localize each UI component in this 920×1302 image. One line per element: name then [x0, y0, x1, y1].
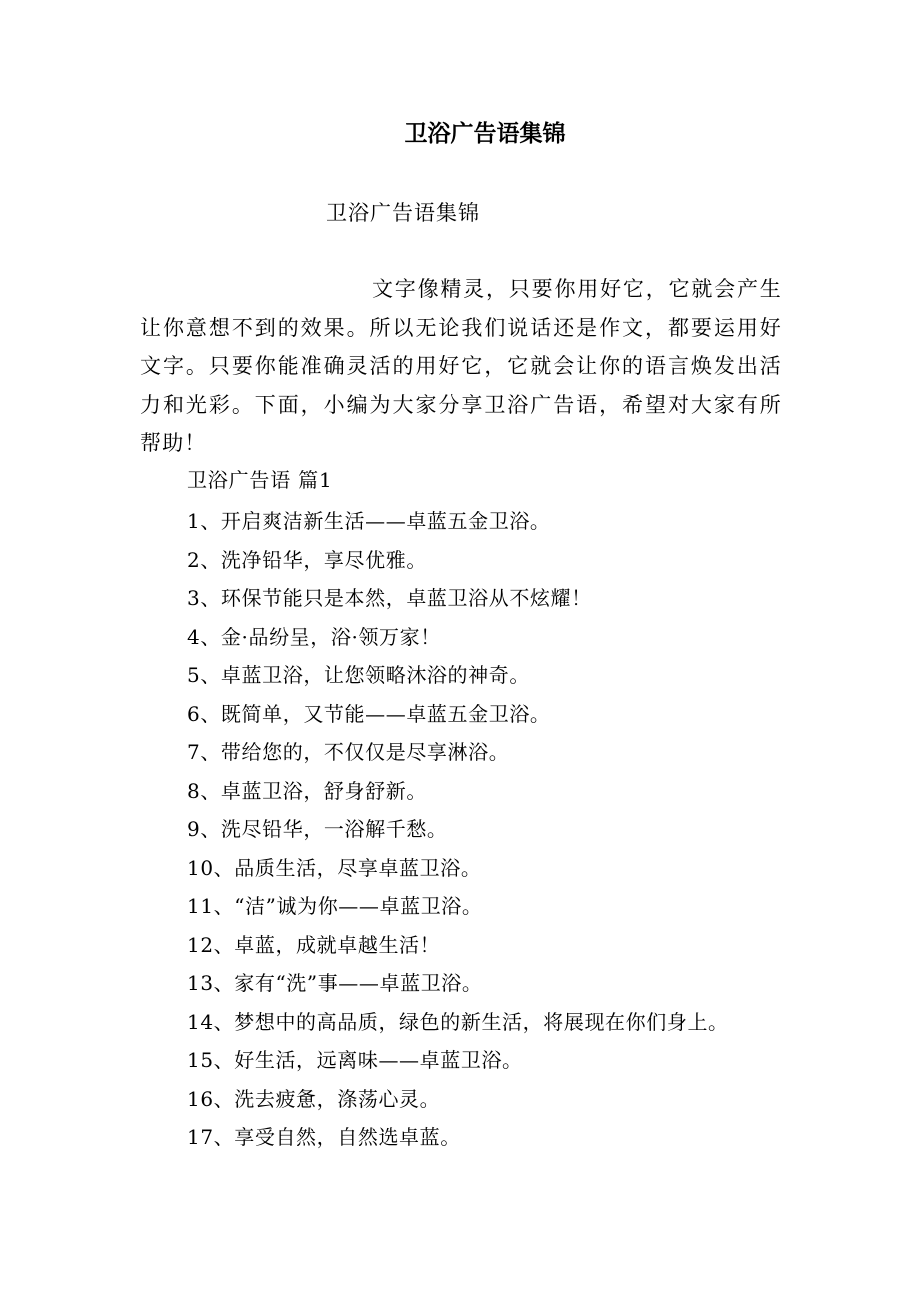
slogan-item: 1、开启爽洁新生活——卓蓝五金卫浴。 [187, 509, 551, 533]
slogan-item: 15、好生活，远离味——卓蓝卫浴。 [187, 1048, 523, 1072]
slogan-item: 3、环保节能只是本然，卓蓝卫浴从不炫耀！ [187, 586, 592, 610]
slogan-list [187, 502, 827, 1157]
slogan-item: 14、梦想中的高品质，绿色的新生活，将展现在你们身上。 [187, 1009, 729, 1034]
slogan-item: 10、品质生活，尽享卓蓝卫浴。 [187, 855, 482, 880]
document-subtitle: 卫浴广告语集锦 [326, 201, 480, 225]
slogan-item: 17、享受自然，自然选卓蓝。 [187, 1125, 461, 1149]
slogan-item: 5、卓蓝卫浴，让您领略沐浴的神奇。 [187, 663, 530, 687]
slogan-item: 9、洗尽铅华，一浴解千愁。 [187, 817, 448, 841]
slogan-item: 13、家有“洗”事——卓蓝卫浴。 [187, 971, 483, 995]
slogan-item: 7、带给您的，不仅仅是尽享淋浴。 [187, 740, 510, 764]
section-heading: 卫浴广告语 篇1 [187, 468, 333, 492]
slogan-item: 8、卓蓝卫浴，舒身舒新。 [187, 778, 427, 803]
document-title: 卫浴广告语集锦 [404, 121, 566, 147]
slogan-item: 6、既简单，又节能——卓蓝五金卫浴。 [187, 701, 551, 726]
slogan-item: 11、“洁”诚为你——卓蓝卫浴。 [187, 894, 483, 918]
intro-paragraph: 文字像精灵，只要你用好它，它就会产生让你意想不到的效果。所以无论我们说话还是作文，都要运用好文字。只要你能准确灵活的用好它，它就会让你的语言焕发出活力和光彩。下面，小编为大家分享卫浴广告语，希望对大家有所帮助！ [140, 277, 782, 455]
slogan-item: 4、金·品纷呈，浴·领万家！ [187, 624, 441, 649]
slogan-item: 12、卓蓝，成就卓越生活！ [187, 932, 441, 957]
slogan-item: 2、洗净铅华，享尽优雅。 [187, 547, 427, 572]
slogan-item: 16、洗去疲惫，涤荡心灵。 [187, 1086, 441, 1111]
